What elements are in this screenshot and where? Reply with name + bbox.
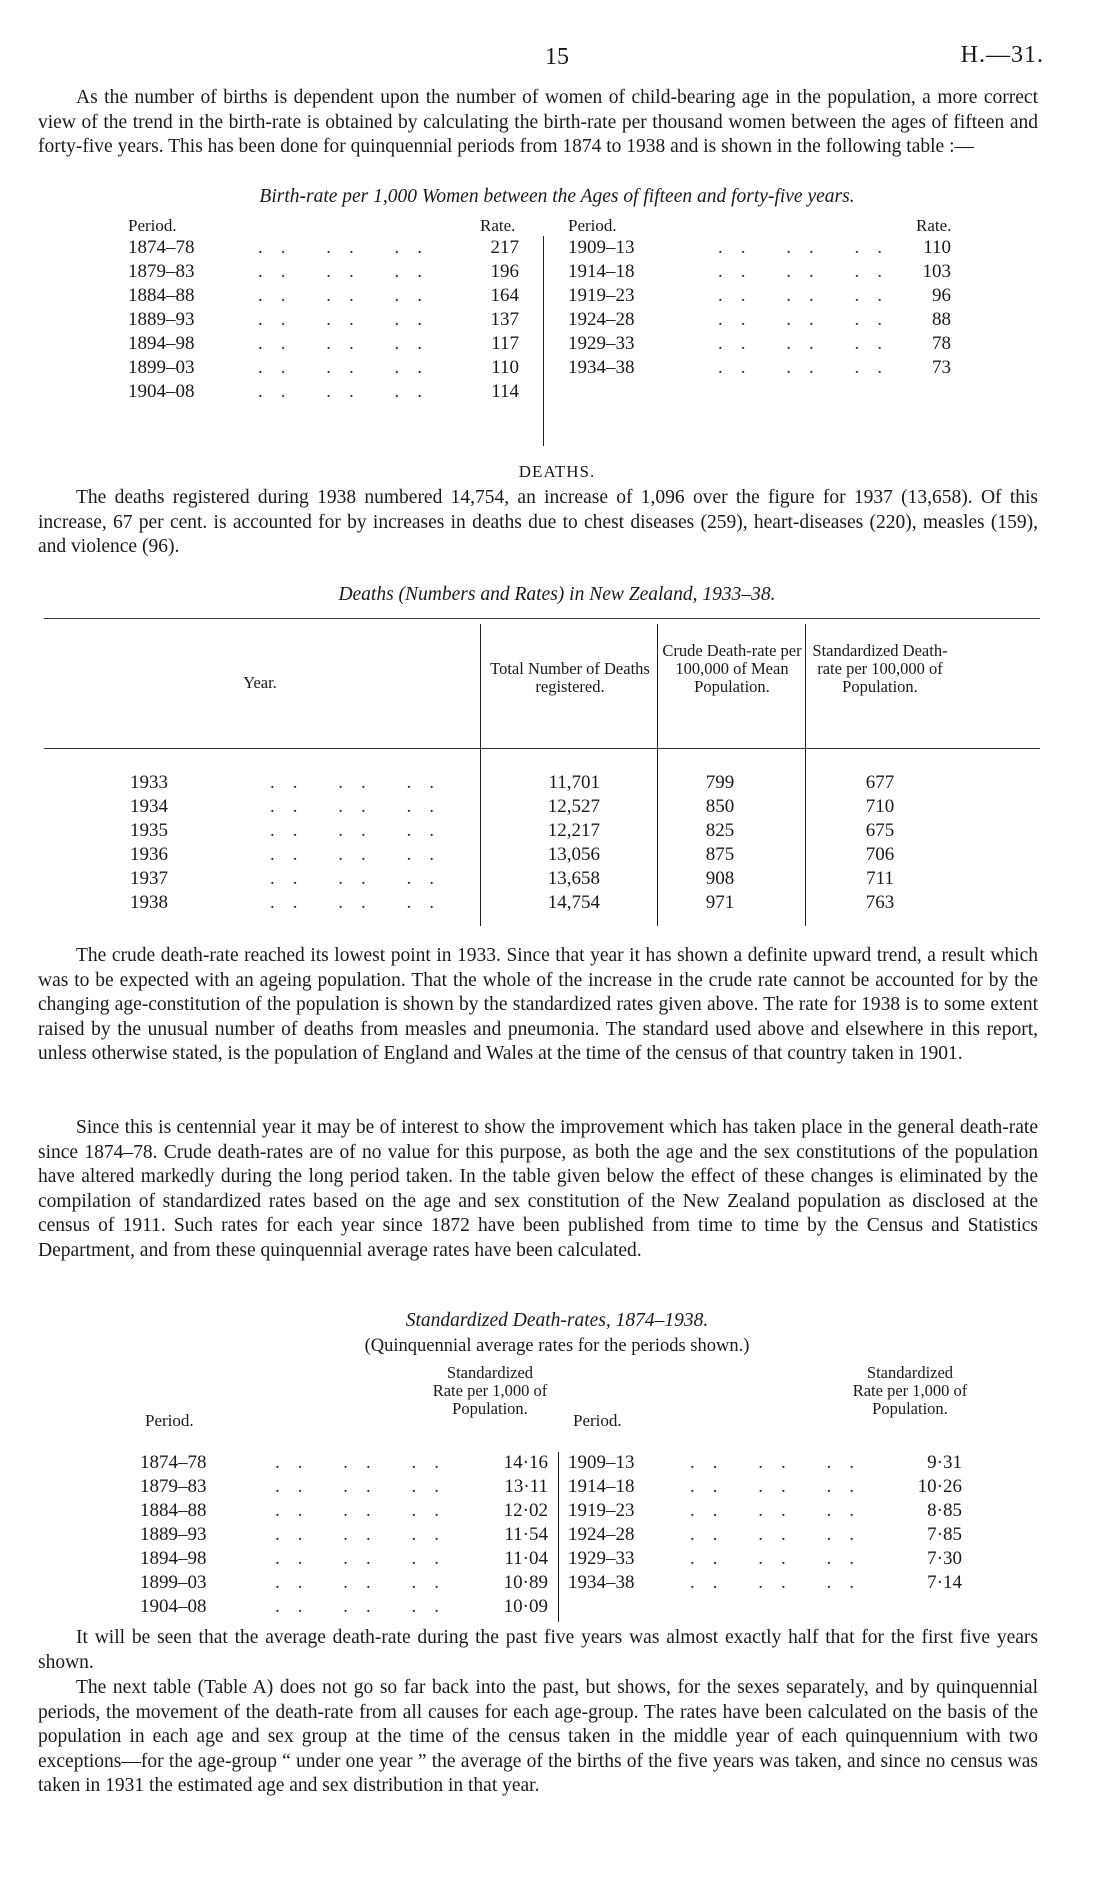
table-row — [568, 236, 968, 260]
rate-cell: 103 — [922, 261, 951, 282]
col-header-crude: Crude Death-rate per 100,000 of Mean Population. — [662, 641, 802, 696]
leader-dots: .. .. .. — [690, 1452, 872, 1473]
deaths-heading: DEATHS. — [518, 462, 596, 481]
leader-dots: .. .. .. — [270, 820, 452, 841]
table-row — [128, 260, 528, 284]
leader-dots: .. .. .. — [718, 237, 900, 258]
leader-dots: .. .. .. — [275, 1596, 457, 1617]
period-cell: 1899–03 — [140, 1572, 207, 1593]
period-cell: 1889–93 — [128, 309, 195, 330]
std-col-period-left: Period. — [145, 1411, 194, 1430]
period-cell: 1934–38 — [568, 357, 635, 378]
leader-dots: .. .. .. — [258, 309, 440, 330]
period-cell: 1914–18 — [568, 261, 635, 282]
table-row — [568, 308, 968, 332]
table-row — [568, 284, 968, 308]
period-cell: 1879–83 — [128, 261, 195, 282]
page-number: 15 — [545, 44, 569, 70]
std-col-period-right: Period. — [573, 1411, 622, 1430]
birth-table-right — [568, 216, 968, 380]
table-a-text: The next table (Table A) does not go so far back into the past, but shows, for the sexes separately, and by quinquennial periods, the movement of the death-rate from all causes for each age-group. The rates have been calculated on the basis of the population in each age and sex group at the time of the census taken in the middle year of each quinquennium with two exceptions—for the age-group “ under one year ” the average of the births of the five years was taken, and since no census was taken in 1931 the estimated age and sex distribution in that year. — [38, 1677, 1038, 1796]
leader-dots: .. .. .. — [270, 772, 452, 793]
rate-cell: 73 — [932, 357, 951, 378]
leader-dots: .. .. .. — [690, 1572, 872, 1593]
rate-cell: 196 — [490, 261, 519, 282]
year-cell: 1938 — [130, 892, 168, 913]
period-cell: 1929–33 — [568, 1548, 635, 1569]
rate-cell: 88 — [932, 309, 951, 330]
leader-dots: .. .. .. — [258, 237, 440, 258]
rate-cell: 9·31 — [927, 1452, 962, 1473]
total-cell: 13,056 — [547, 844, 600, 865]
std-table-subtitle: (Quinquennial average rates for the periods shown.) — [364, 1336, 750, 1356]
leader-dots: .. .. .. — [718, 357, 900, 378]
birth-col-rate-left: Rate. — [480, 216, 516, 235]
rate-cell: 110 — [923, 237, 951, 258]
period-cell: 1884–88 — [140, 1500, 207, 1521]
crude-text: The crude death-rate reached its lowest point in 1933. Since that year it has shown a definite upward trend, a result which was to be expected with an ageing population. That the whole of the increase in the crude rate cannot be accounted for by the changing age-constitution of the population is shown by the standardized rates given above. The rate for 1938 is to some extent raised by the unusual number of deaths from measles and pneumonia. The standard used above and elsewhere in this report, unless otherwise stated, is the population of England and Wales at the time of the census of that country taken in 1901. — [38, 945, 1038, 1064]
birth-col-period-left: Period. — [128, 216, 177, 235]
period-cell: 1894–98 — [128, 333, 195, 354]
leader-dots: .. .. .. — [275, 1500, 457, 1521]
intro-paragraph — [38, 86, 1038, 160]
birth-table-divider — [543, 236, 544, 446]
leader-dots: .. .. .. — [690, 1548, 872, 1569]
table-row — [568, 332, 968, 356]
rate-cell: 7·30 — [927, 1548, 962, 1569]
table-row — [128, 356, 528, 380]
crude-cell: 825 — [705, 820, 735, 841]
period-cell: 1904–08 — [128, 381, 195, 402]
rate-cell: 7·14 — [927, 1572, 962, 1593]
std-cell: 711 — [866, 868, 894, 889]
leader-dots: .. .. .. — [275, 1572, 457, 1593]
table-top-rule — [44, 618, 1040, 619]
period-cell: 1909–13 — [568, 1452, 635, 1473]
leader-dots: .. .. .. — [270, 844, 452, 865]
leader-dots: .. .. .. — [690, 1500, 872, 1521]
year-cell: 1936 — [130, 844, 168, 865]
table-row — [568, 356, 968, 380]
leader-dots: .. .. .. — [258, 333, 440, 354]
rate-cell: 8·85 — [927, 1500, 962, 1521]
table-row — [128, 332, 528, 356]
std-col-rate-right: Standardized Rate per 1,000 of Population. — [852, 1363, 968, 1418]
total-cell: 14,754 — [547, 892, 600, 913]
leader-dots: .. .. .. — [270, 892, 452, 913]
document-reference: H.—31. — [960, 42, 1044, 68]
std-cell: 677 — [865, 772, 895, 793]
total-cell: 13,658 — [547, 868, 600, 889]
period-cell: 1919–23 — [568, 285, 635, 306]
rate-cell: 110 — [491, 357, 519, 378]
leader-dots: .. .. .. — [718, 309, 900, 330]
rate-cell: 10·09 — [503, 1596, 548, 1617]
leader-dots: .. .. .. — [258, 357, 440, 378]
rate-cell: 13·11 — [504, 1476, 548, 1497]
period-cell: 1924–28 — [568, 1524, 635, 1545]
total-cell: 12,527 — [547, 796, 600, 817]
std-table-title: Standardized Death-rates, 1874–1938. — [405, 1310, 709, 1331]
period-cell: 1909–13 — [568, 237, 635, 258]
period-cell: 1924–28 — [568, 309, 635, 330]
std-cell: 710 — [865, 796, 895, 817]
leader-dots: .. .. .. — [270, 868, 452, 889]
crude-cell: 875 — [705, 844, 735, 865]
crude-cell: 799 — [705, 772, 735, 793]
leader-dots: .. .. .. — [275, 1548, 457, 1569]
period-cell: 1919–23 — [568, 1500, 635, 1521]
period-cell: 1884–88 — [128, 285, 195, 306]
rate-cell: 217 — [490, 237, 519, 258]
table-row — [568, 260, 968, 284]
birth-col-period-right: Period. — [568, 216, 617, 235]
period-cell: 1874–78 — [128, 237, 195, 258]
year-cell: 1934 — [130, 796, 168, 817]
period-cell: 1879–83 — [140, 1476, 207, 1497]
birth-col-rate-right: Rate. — [916, 216, 952, 235]
col-rule-1 — [480, 624, 481, 926]
period-cell: 1874–78 — [140, 1452, 207, 1473]
rate-cell: 78 — [932, 333, 951, 354]
period-cell: 1934–38 — [568, 1572, 635, 1593]
std-col-rate-left: Standardized Rate per 1,000 of Population. — [432, 1363, 548, 1418]
leader-dots: .. .. .. — [275, 1524, 457, 1545]
rate-cell: 11·54 — [504, 1524, 548, 1545]
rate-cell: 137 — [490, 309, 519, 330]
table-row — [128, 236, 528, 260]
std-cell: 675 — [865, 820, 895, 841]
period-cell: 1894–98 — [140, 1548, 207, 1569]
table-a-paragraph — [38, 1676, 1038, 1799]
rate-cell: 11·04 — [504, 1548, 548, 1569]
period-cell: 1904–08 — [140, 1596, 207, 1617]
half-text: It will be seen that the average death-rate during the past five years was almost exactly half that for the first five years shown. — [38, 1627, 1038, 1673]
crude-cell: 971 — [705, 892, 735, 913]
std-table-divider — [558, 1452, 559, 1622]
col-rule-2 — [657, 624, 658, 926]
half-paragraph — [38, 1626, 1038, 1675]
std-cell: 706 — [865, 844, 895, 865]
birth-table-left — [128, 216, 528, 404]
leader-dots: .. .. .. — [718, 285, 900, 306]
std-cell: 763 — [865, 892, 895, 913]
centennial-paragraph — [38, 1116, 1038, 1263]
rate-cell: 7·85 — [927, 1524, 962, 1545]
leader-dots: .. .. .. — [258, 381, 440, 402]
centennial-text: Since this is centennial year it may be of interest to show the improvement which has taken place in the general death-rate since 1874–78. Crude death-rates are of no value for this purpose, as both the age and the sex constitutions of the population have altered markedly during the long period taken. In the table given below the effect of these changes is eliminated by the compilation of standardized rates based on the age and sex constitution of the New Zealand population as disclosed at the census of 1911. Such rates for each year since 1872 have been published from time to time by the Census and Statistics Department, and from these quinquennial average rates have been calculated. — [38, 1117, 1038, 1261]
leader-dots: .. .. .. — [258, 261, 440, 282]
table-row — [128, 284, 528, 308]
col-header-year: Year. — [243, 673, 277, 692]
leader-dots: .. .. .. — [690, 1524, 872, 1545]
deaths-paragraph — [38, 486, 1038, 560]
rate-cell: 96 — [932, 285, 951, 306]
col-rule-3 — [805, 624, 806, 926]
crude-cell: 850 — [705, 796, 735, 817]
total-cell: 11,701 — [548, 772, 600, 793]
period-cell: 1889–93 — [140, 1524, 207, 1545]
table-row — [128, 308, 528, 332]
period-cell: 1929–33 — [568, 333, 635, 354]
year-cell: 1935 — [130, 820, 168, 841]
year-cell: 1933 — [130, 772, 168, 793]
deaths-table-title: Deaths (Numbers and Rates) in New Zealand, 1933–38. — [338, 584, 776, 605]
crude-cell: 908 — [705, 868, 735, 889]
leader-dots: .. .. .. — [270, 796, 452, 817]
rate-cell: 164 — [490, 285, 519, 306]
rate-cell: 10·89 — [503, 1572, 548, 1593]
leader-dots: .. .. .. — [275, 1476, 457, 1497]
birth-table-title: Birth-rate per 1,000 Women between the Ages of fifteen and forty-five years. — [259, 186, 855, 207]
period-cell: 1914–18 — [568, 1476, 635, 1497]
leader-dots: .. .. .. — [275, 1452, 457, 1473]
rate-cell: 10·26 — [917, 1476, 962, 1497]
crude-paragraph — [38, 944, 1038, 1067]
total-cell: 12,217 — [547, 820, 600, 841]
table-header-rule — [44, 748, 1040, 749]
rate-cell: 12·02 — [503, 1500, 548, 1521]
rate-cell: 117 — [491, 333, 519, 354]
leader-dots: .. .. .. — [690, 1476, 872, 1497]
rate-cell: 114 — [491, 381, 519, 402]
leader-dots: .. .. .. — [258, 285, 440, 306]
col-header-std: Standardized Death-rate per 100,000 of Population. — [812, 641, 948, 696]
year-cell: 1937 — [130, 868, 168, 889]
col-header-total: Total Number of Deaths registered. — [490, 659, 650, 696]
deaths-text: The deaths registered during 1938 numbered 14,754, an increase of 1,096 over the figure for 1937 (13,658). Of this increase, 67 per cent. is accounted for by increases in deaths due to chest diseases (259), heart-diseases (220), measles (159), and violence (96). — [38, 487, 1038, 557]
leader-dots: .. .. .. — [718, 333, 900, 354]
table-row — [128, 380, 528, 404]
rate-cell: 14·16 — [503, 1452, 548, 1473]
period-cell: 1899–03 — [128, 357, 195, 378]
leader-dots: .. .. .. — [718, 261, 900, 282]
intro-text: As the number of births is dependent upon the number of women of child-bearing age in the population, a more correct view of the trend in the birth-rate is obtained by calculating the birth-rate per thousand women between the ages of fifteen and forty-five years. This has been done for quinquennial periods from 1874 to 1938 and is shown in the following table :— — [38, 87, 1038, 157]
